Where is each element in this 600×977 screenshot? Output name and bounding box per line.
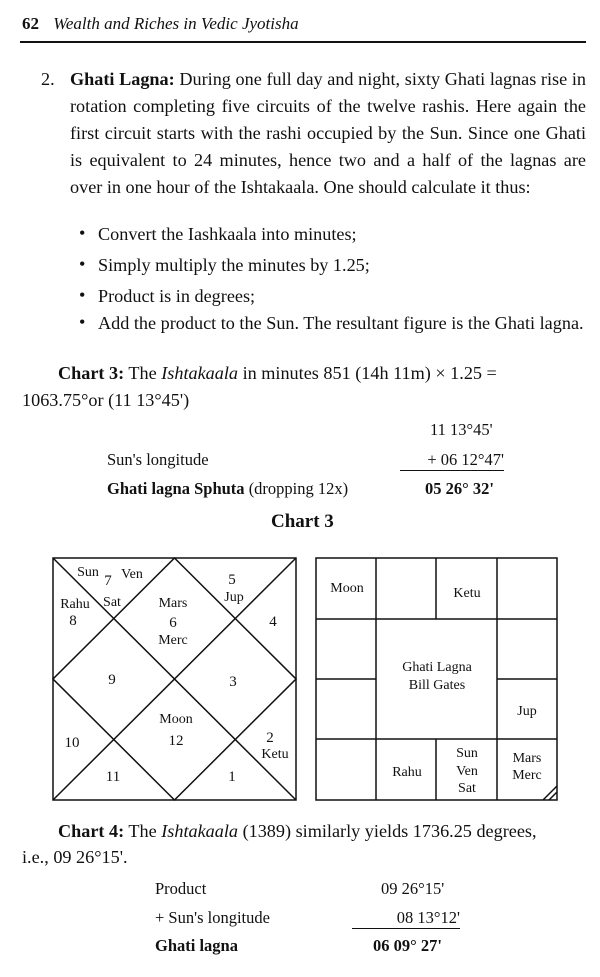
h8-planet-rahu: Rahu bbox=[60, 597, 90, 612]
sc-ketu: Ketu bbox=[453, 586, 481, 601]
chart3-pre: The bbox=[128, 363, 157, 383]
chart4-intro-line1 bbox=[58, 821, 537, 842]
section-number: 2. bbox=[41, 69, 55, 89]
h12-planet-moon: Moon bbox=[159, 712, 193, 727]
chart4-pre: The bbox=[128, 821, 157, 841]
sc-sat: Sat bbox=[458, 781, 476, 796]
h11-number: 11 bbox=[105, 769, 121, 785]
south-indian-chart bbox=[315, 557, 558, 801]
h6-number: 6 bbox=[169, 615, 177, 631]
sc-center-subtitle: Bill Gates bbox=[408, 678, 466, 693]
running-title: Wealth and Riches in Vedic Jyotisha bbox=[53, 14, 299, 33]
bullet-marker: • bbox=[79, 223, 86, 243]
bullet-item: Add the product to the Sun. The resultant figure is the Ghati lagna. bbox=[98, 313, 584, 333]
chart4-rest: (1389) similarly yields 1736.25 degrees, bbox=[242, 821, 537, 841]
h5-number: 5 bbox=[228, 572, 236, 588]
chart3-intro-line1 bbox=[58, 363, 497, 384]
chart3-label: Chart 3: bbox=[58, 363, 125, 383]
sc-rahu: Rahu bbox=[392, 765, 422, 780]
chart4-term: Ishtakaala bbox=[161, 821, 239, 841]
bullet-item: Product is in degrees; bbox=[98, 286, 256, 306]
sc-sun: Sun bbox=[456, 746, 478, 761]
h3-number: 3 bbox=[229, 674, 237, 690]
calc2-row1-value: 09 26°15' bbox=[381, 879, 445, 898]
sc-center-title: Ghati Lagna bbox=[402, 660, 472, 675]
bullet-item: Convert the Iashkaala into minutes; bbox=[98, 224, 357, 244]
bullet-item: Simply multiply the minutes by 1.25; bbox=[98, 255, 370, 275]
h8-planet-sat: Sat bbox=[103, 595, 121, 610]
calc1-row3-label bbox=[107, 479, 348, 499]
bullet-marker: • bbox=[79, 285, 86, 305]
bullet-marker: • bbox=[79, 312, 86, 332]
calc2-row1-label: Product bbox=[155, 879, 207, 898]
h12-number: 12 bbox=[168, 733, 184, 749]
h8-number: 8 bbox=[69, 613, 77, 629]
chart4-intro-line2: i.e., 09 26°15'. bbox=[22, 847, 128, 867]
calc2-row3-label: Ghati lagna bbox=[155, 936, 238, 955]
north-indian-chart bbox=[52, 557, 297, 801]
calc1-row3-value: 05 26° 32' bbox=[425, 479, 494, 498]
h6-planet-merc: Merc bbox=[158, 633, 188, 648]
header-rule bbox=[20, 41, 586, 43]
chart4-label: Chart 4: bbox=[58, 821, 125, 841]
h4-number: 4 bbox=[269, 614, 277, 630]
calc1-row3-bold: Ghati lagna Sphuta bbox=[107, 479, 245, 498]
h2-planet-ketu: Ketu bbox=[261, 747, 289, 762]
h7-planet-sun: Sun bbox=[77, 565, 99, 580]
calc1-row2-value: + 06 12°47' bbox=[400, 450, 504, 471]
section-body: During one full day and night, sixty Ghati lagnas rise in rotation completing five circuits of the twelve rashis. Here again the first circuit starts with the rashi occupied by the Sun. Since one Ghati is equivalent to 24 minutes, hence two and a half of the lagnas are over in one hour of the Ishtakaala. One should calculate it thus: bbox=[70, 69, 586, 197]
h2-number: 2 bbox=[266, 730, 274, 746]
chart3-term: Ishtakaala bbox=[161, 363, 239, 383]
calc1-row2-label: Sun's longitude bbox=[107, 450, 209, 469]
h7-planet-ven: Ven bbox=[121, 567, 143, 582]
calc2-row3-value: 06 09° 27' bbox=[373, 936, 442, 955]
section-heading: Ghati Lagna: bbox=[70, 69, 175, 89]
lagna-marker bbox=[543, 786, 557, 800]
calc1-row1-value: 11 13°45' bbox=[430, 420, 493, 439]
chart-title: Chart 3 bbox=[271, 511, 334, 532]
h7-number: 7 bbox=[104, 573, 112, 589]
sc-moon: Moon bbox=[330, 581, 364, 596]
chart3-rest: in minutes 851 (14h 11m) × 1.25 = bbox=[242, 363, 497, 383]
sc-merc: Merc bbox=[512, 768, 542, 783]
h5-planet-jup: Jup bbox=[224, 590, 244, 605]
calc1-row3-rest: (dropping 12x) bbox=[248, 479, 349, 498]
h6-planet-mars: Mars bbox=[158, 596, 188, 611]
calc2-row2-label: + Sun's longitude bbox=[155, 908, 270, 927]
calc2-row2-value: 08 13°12' bbox=[352, 908, 460, 929]
section-2-paragraph bbox=[41, 66, 586, 201]
page-number: 62 bbox=[22, 14, 39, 33]
h10-number: 10 bbox=[64, 735, 80, 751]
sc-jup: Jup bbox=[517, 704, 537, 719]
h1-number: 1 bbox=[228, 769, 236, 785]
bullet-marker: • bbox=[79, 254, 86, 274]
sc-mars: Mars bbox=[512, 751, 542, 766]
h9-number: 9 bbox=[108, 672, 116, 688]
sc-ven: Ven bbox=[456, 764, 478, 779]
chart3-intro-line2: 1063.75°or (11 13°45') bbox=[22, 390, 190, 410]
running-header bbox=[22, 14, 299, 34]
